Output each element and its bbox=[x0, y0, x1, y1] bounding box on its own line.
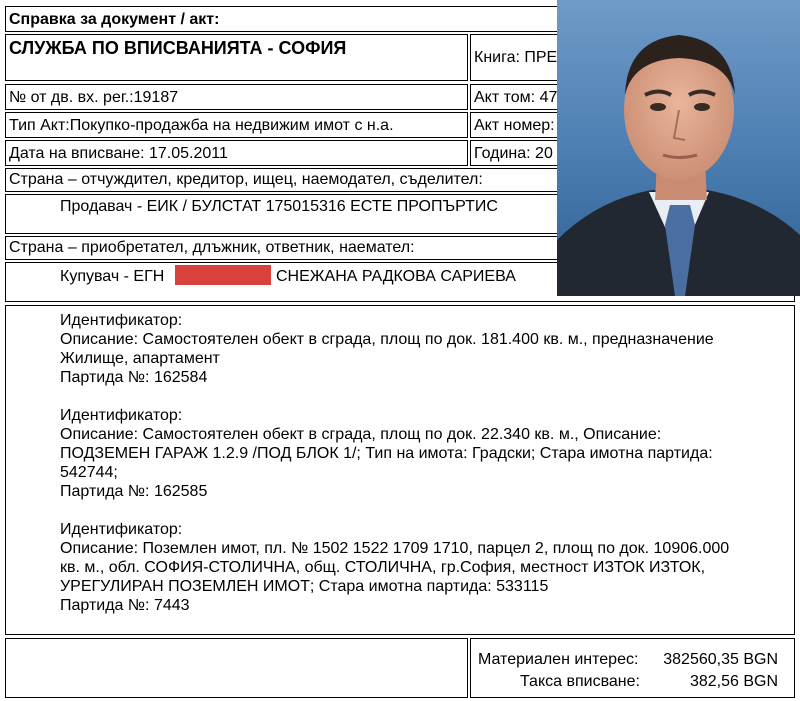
property-description-line: УРЕГУЛИРАН ПОЗЕМЛЕН ИМОТ; Стара имотна партида: 533115 bbox=[60, 578, 549, 595]
doc-title: Справка за документ / акт: bbox=[9, 11, 220, 28]
property-description-line: Описание: Поземлен имот, пл. № 1502 1522 1709 1710, парцел 2, площ по док. 10906.000 bbox=[60, 540, 730, 557]
act-number-label: Акт номер: bbox=[474, 117, 555, 134]
property-description-line: Описание: Самостоятелен обект в сграда, площ по док. 181.400 кв. м., предназначение bbox=[60, 331, 714, 348]
property-identifier: Идентификатор: bbox=[60, 521, 183, 538]
fee-value: 382,56 BGN bbox=[689, 673, 778, 690]
reg-number: № от дв. вх. рег.:19187 bbox=[9, 89, 179, 106]
property-description-line: Описание: Самостоятелен обект в сграда, площ по док. 22.340 кв. м., Описание: bbox=[60, 426, 662, 443]
volume-label: Акт том: 47 bbox=[474, 89, 558, 106]
property-identifier: Идентификатор: bbox=[60, 312, 183, 329]
buyer-name: СНЕЖАНА РАДКОВА САРИЕВА bbox=[276, 268, 516, 285]
portrait-photo bbox=[557, 0, 800, 296]
fees-left-box bbox=[5, 638, 468, 698]
property-item bbox=[60, 520, 729, 615]
act-type: Тип Акт:Покупко-продажба на недвижим имот с н.а. bbox=[9, 117, 394, 134]
property-description-line: кв. м., обл. СОФИЯ-СТОЛИЧНА, общ. СТОЛИЧНА, гр.София, местност ИЗТОК ИЗТОК, bbox=[60, 559, 706, 576]
entry-date: Дата на вписване: 17.05.2011 bbox=[9, 145, 228, 162]
property-item bbox=[60, 406, 729, 501]
seller-heading: Страна – отчуждител, кредитор, ищец, наемодател, съделител: bbox=[9, 171, 483, 188]
material-interest-label: Материален интерес: bbox=[478, 651, 639, 668]
buyer-prefix: Купувач - ЕГН bbox=[60, 268, 165, 285]
property-identifier: Идентификатор: bbox=[60, 407, 183, 424]
property-lot: Партида №: 7443 bbox=[60, 597, 190, 614]
seller-value: Продавач - ЕИК / БУЛСТАТ 175015316 ЕСТЕ ПРОПЪРТИС bbox=[60, 198, 498, 215]
property-description-line: Жилище, апартамент bbox=[60, 350, 220, 367]
property-description-line: 542744; bbox=[60, 464, 118, 481]
book-label: Книга: ПРЕ bbox=[474, 49, 558, 66]
office-name: СЛУЖБА ПО ВПИСВАНИЯТА - СОФИЯ bbox=[9, 38, 347, 58]
year-label: Година: 20 bbox=[474, 145, 553, 162]
fee-label: Такса вписване: bbox=[520, 673, 640, 690]
property-item bbox=[60, 311, 729, 387]
property-lot: Партида №: 162585 bbox=[60, 483, 208, 500]
properties-list bbox=[60, 311, 729, 615]
property-lot: Партида №: 162584 bbox=[60, 369, 208, 386]
material-interest-value: 382560,35 BGN bbox=[663, 651, 778, 668]
portrait-photo-svg bbox=[557, 0, 800, 296]
egn-redaction bbox=[175, 265, 271, 285]
property-description-line: ПОДЗЕМЕН ГАРАЖ 1.2.9 /ПОД БЛОК 1/; Тип на имота: Градски; Стара имотна партида: bbox=[60, 445, 713, 462]
buyer-heading: Страна – приобретател, длъжник, ответник, наемател: bbox=[9, 239, 415, 256]
